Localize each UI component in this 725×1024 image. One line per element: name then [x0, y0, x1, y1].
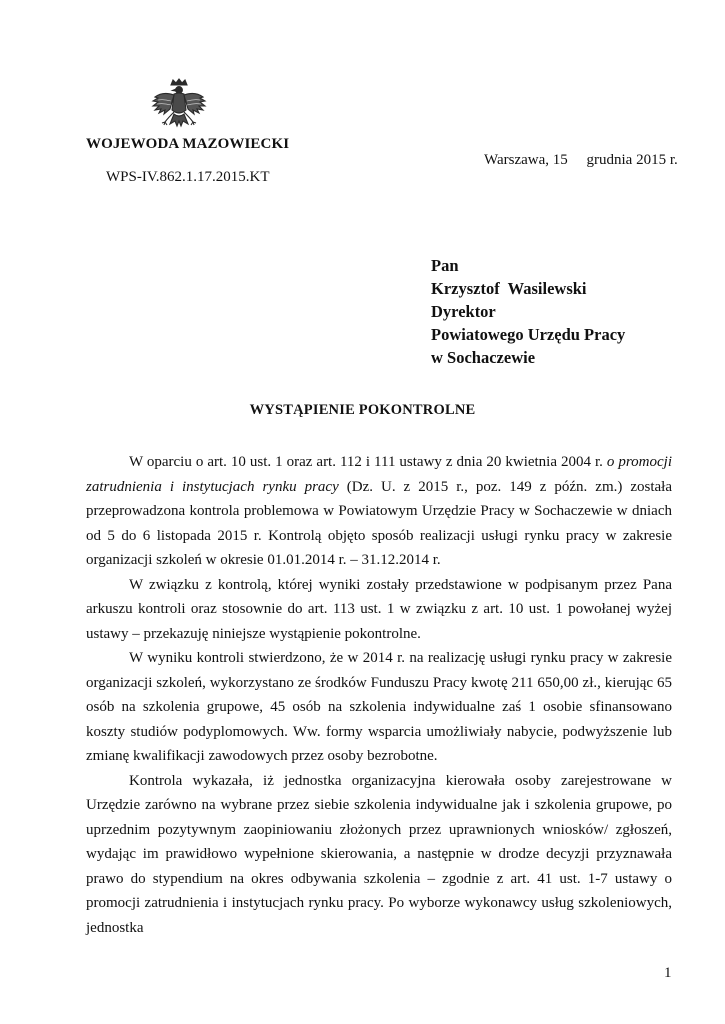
addressee-line: Krzysztof Wasilewski — [431, 279, 587, 298]
body-paragraph-4: Kontrola wykazała, iż jednostka organizacyjna kierowała osoby zarejestrowane w Urzędzie zarówno na wybrane przez siebie szkolenia indywidualne jak i szkolenia grupowe, po uprzednim pozytywnym zaopiniowaniu złożonych przez uprawnionych wniosków/ zgłoszeń, wydając im prawidłowo wypełnione skierowania, a następnie w drodze decyzji przyznawała prawo do stypendium na okres odbywania szkolenia – zgodnie z art. 41 ust. 1-7 ustawy o promocji zatrudnienia i instytucjach rynku pracy. Po wyborze wykonawcy usług szkoleniowych, jednostka — [86, 772, 672, 936]
addressee-block — [431, 254, 625, 369]
addressee-line: Dyrektor — [431, 302, 496, 321]
polish-eagle-emblem-icon — [150, 78, 208, 138]
body-paragraph-3: W wyniku kontroli stwierdzono, że w 2014 r. na realizację usługi rynku pracy w zakresie organizacji szkoleń, wykorzystano ze środków Funduszu Pracy kwotę 211 650,00 zł., kierując 65 osób na szkolenia grupowe, 45 osób na szkolenia indywidualne zaś 1 osobie sfinansowano koszty studiów podyplomowych. Ww. formy wsparcia umożliwiały nabycie, podwyższenie lub zmianę kwalifikacji zawodowych przez osoby bezrobotne. — [86, 650, 672, 764]
letter-body — [86, 450, 672, 940]
paragraph-text: W oparciu o art. 10 ust. 1 oraz art. 112 i 111 ustawy z dnia 20 kwietnia 2004 r. — [129, 454, 607, 470]
addressee-line: Pan — [431, 256, 459, 275]
date-line: Warszawa, 15 grudnia 2015 r. — [484, 152, 678, 168]
page-number: 1 — [664, 965, 672, 981]
body-paragraph-1 — [86, 450, 672, 573]
organization-name: WOJEWODA MAZOWIECKI — [86, 136, 290, 152]
document-title: WYSTĄPIENIE POKONTROLNE — [249, 402, 476, 418]
paragraph-text: (Dz. U. z 2015 r., poz. 149 z późn. zm.) została przeprowadzona kontrola problemowa w Powiatowym Urzędzie Pracy w Sochaczewie w dniach od 5 do 6 listopada 2015 r. Kontrolą objęto sposób realizacji usługi rynku pracy w zakresie organizacji szkoleń w okresie 01.01.2014 r. – 31.12.2014 r. — [86, 478, 672, 568]
act-title-italic: o promocji zatrudnienia i instytucjach rynku pracy — [86, 454, 673, 495]
body-paragraph-2: W związku z kontrolą, której wyniki zostały przedstawione w podpisanym przez Pana arkuszu kontroli oraz stosownie do art. 113 ust. 1 w związku z art. 10 ust. 1 powołanej wyżej ustawy – przekazuję niniejsze wystąpienie pokontrolne. — [86, 576, 672, 642]
case-signature: WPS-IV.862.1.17.2015.KT — [106, 169, 270, 185]
addressee-line: Powiatowego Urzędu Pracy — [431, 325, 626, 344]
addressee-line: w Sochaczewie — [431, 348, 536, 367]
